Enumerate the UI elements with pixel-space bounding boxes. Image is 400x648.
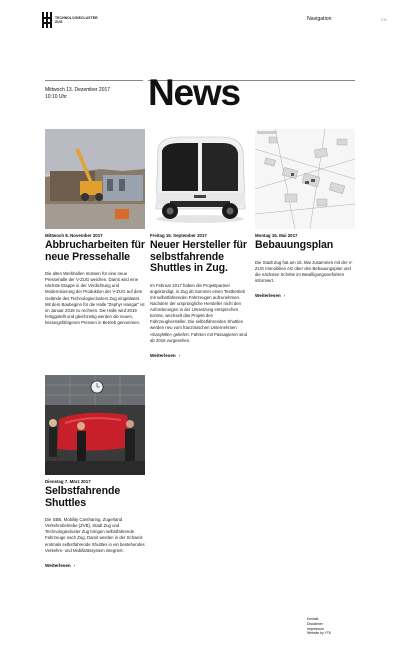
read-more-link[interactable] — [150, 353, 180, 358]
article-card — [255, 129, 355, 302]
article-image[interactable] — [255, 129, 355, 229]
article-date: Mittwoch 8. November 2017 — [45, 233, 103, 238]
logo-text: TECHNOLOGIECLUSTER ZUG — [55, 16, 98, 24]
article-date: Montag 15. Mai 2017 — [255, 233, 298, 238]
read-more-label: Weiterlesen — [45, 562, 71, 568]
article-card — [45, 375, 145, 572]
chevron-right-icon: › — [178, 352, 181, 358]
article-text: Die alten Werkhallen müssen für eine neue Pressehalle der V-ZUG weichen. Damit wird eine nächste Etappe in der Verdichtung und Modernisierung der Produktion der V-ZUG auf dem Gelände des Technologieclusters Zug eingeläutet. Mit dem Baubeginn für die Halle "Zephyr Hangar" ist im Januar 2018 zu rechnen. Die Halle wird 2019 fertiggstellt und gleichzeitig werden die neuen, leistungsfähigeren Pressen in Betrieb genommen. — [45, 271, 145, 325]
article-text: Im Februar 2017 haben die Projektpartner angekündigt, in Zug ab Sommer einen Testbetrieb mit selbstfahrenden Fahrzeugen aufzunehmen. Nachdem der ursprüngliche Hersteller nicht den Anforderungen in der Umsetzung entsprechen konnte, wechselt das Projekt den Fahrzeughersteller. Die selbstfahrenden Shuttles werden neu vom französischen Unternehmen «EasyMile» geliefert. Fahrten mit Passagieren sind ab 2018 vorgesehen. — [150, 282, 247, 343]
language-switch[interactable]: EN — [381, 17, 387, 22]
read-more-label: Weiterlesen — [255, 292, 281, 298]
current-date-day: Mittwoch 13. Dezember 2017 — [45, 87, 111, 93]
read-more-link[interactable] — [255, 293, 285, 298]
divider-left — [45, 80, 143, 81]
article-date: Dienstag 7. März 2017 — [45, 479, 91, 484]
footer-link-credits[interactable]: Website by YTK — [307, 631, 332, 636]
chevron-right-icon: › — [73, 562, 76, 568]
read-more-link[interactable] — [45, 563, 75, 568]
read-more-label: Weiterlesen — [150, 352, 176, 358]
article-card — [45, 129, 145, 326]
article-image[interactable] — [45, 129, 145, 229]
logo-mark-icon — [42, 12, 52, 28]
article-title[interactable]: Abbrucharbeiten für neue Pressehalle — [45, 239, 145, 263]
chevron-right-icon: › — [283, 292, 286, 298]
footer-link-impressum[interactable]: Impressum — [307, 626, 324, 631]
article-text: Die Stadt Zug hat am 15. Mai zusammen mit der V-ZUG Immobilien AG über den Bebauungsplan und die nächsten Schritte im Bewilligungsverfahren informiert. — [255, 259, 353, 283]
navigation-button[interactable]: Navigation — [307, 16, 332, 22]
article-title[interactable]: Bebauungsplan — [255, 239, 334, 251]
page-title: News — [148, 72, 240, 113]
article-image[interactable] — [150, 129, 250, 229]
article-title[interactable]: Selbstfahrende Shuttles — [45, 485, 121, 509]
article-text: Die SBB, Mobility Carsharing, Zugerland Verkehrsbetriebe (ZVB), Stadt Zug und Technologiecluster Zug bringen selbstfahrende Fahrzeuge nach Zug. Damit werden in der Schweiz erstmals selbstfahrende Shuttles in ein bestehendes Verkehrs- und Mobilitätssystem integriert. — [45, 517, 145, 553]
article-image[interactable] — [45, 375, 145, 475]
logo[interactable] — [42, 12, 101, 28]
article-title[interactable]: Neuer Hersteller für selbstfahrende Shuttles in Zug. — [150, 239, 247, 275]
footer-links — [307, 617, 331, 636]
current-date-time: 10:10 Uhr — [45, 94, 67, 100]
footer-link-kontakt[interactable]: Kontakt — [307, 617, 319, 621]
article-card — [150, 129, 250, 362]
article-date: Freitag 15. September 2017 — [150, 233, 207, 238]
current-date — [45, 87, 110, 101]
footer-link-disclaimer[interactable]: Disclaimer — [307, 621, 323, 626]
